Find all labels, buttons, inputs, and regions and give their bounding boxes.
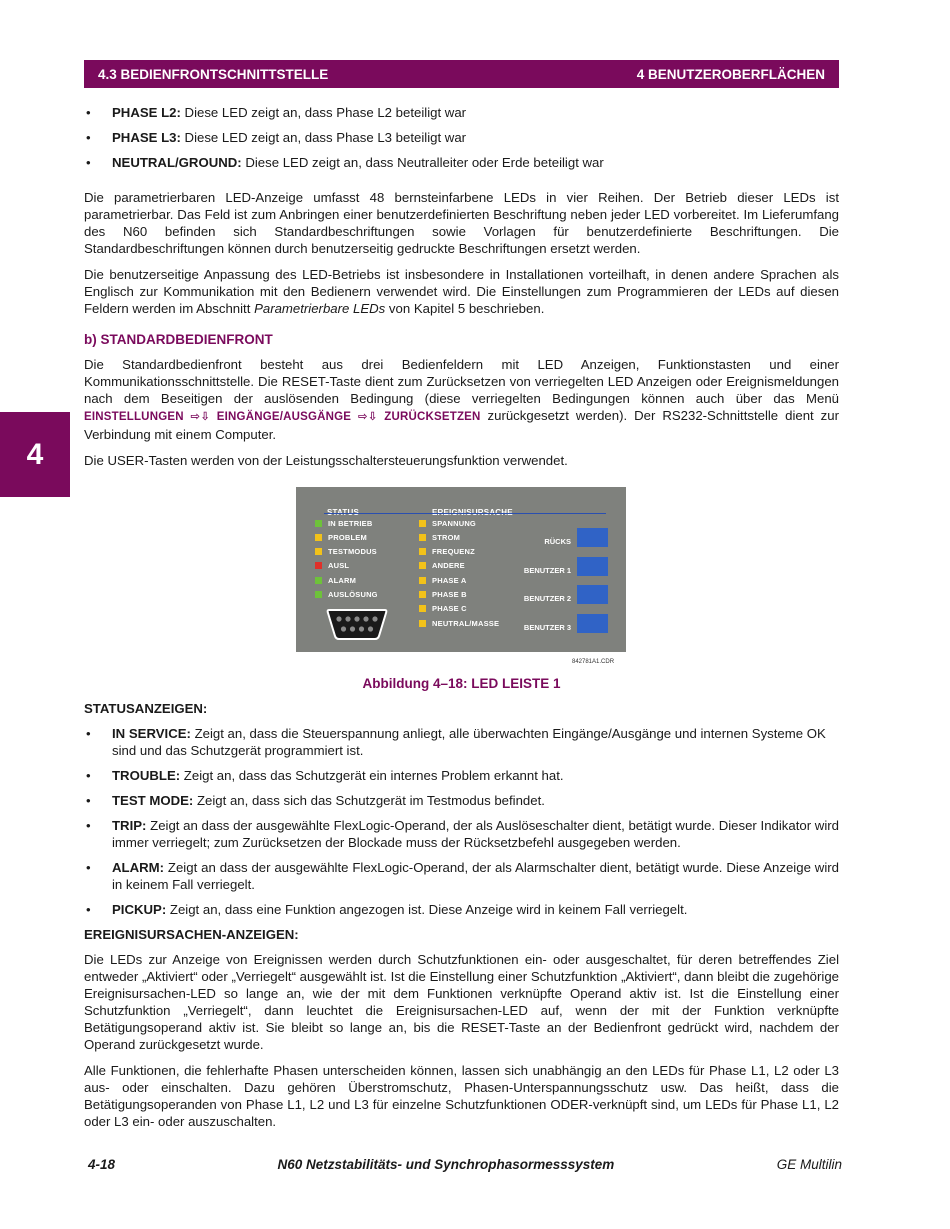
event-led-row bbox=[419, 618, 499, 628]
bullet-neutral-ground bbox=[84, 154, 839, 171]
led-indicator-icon bbox=[419, 620, 426, 627]
led-label: AUSL bbox=[328, 561, 350, 571]
led-label: IN BETRIEB bbox=[328, 518, 373, 528]
paragraph-led-description: Die parametrierbaren LED-Anzeige umfasst 48 bernsteinfarbene LEDs in vier Reihen. Der Betrieb dieser LEDs ist parametrierbar. Das Feld ist zum Anbringen einer benutzerdefinierten Beschriftung neben jeder LED vorbereitet. Im Lieferumfang des N60 befinden sich Standardbeschriftungen sowie Vorlagen für benutzerdefinierte Beschriftungen. Die Standardbeschriftungen können durch benutzerseitig gedruckte Beschriftungen ersetzt werden. bbox=[84, 190, 839, 256]
led-label: SPANNUNG bbox=[432, 518, 476, 528]
paragraph-standard-front bbox=[84, 356, 839, 443]
text-run: von Kapitel 5 beschrieben. bbox=[385, 301, 545, 316]
text-run: zurückgesetzt werden). Der RS232-Schnittstelle dient zur Verbindung mit einem Computer. bbox=[84, 408, 839, 442]
bullet-term: TRIP: bbox=[112, 818, 147, 833]
status-indicators-heading: STATUSANZEIGEN: bbox=[84, 701, 208, 716]
figure-caption: Abbildung 4–18: LED LEISTE 1 bbox=[362, 676, 561, 691]
section-heading-standard-front: b) STANDARDBEDIENFRONT bbox=[84, 332, 273, 347]
led-label: TESTMODUS bbox=[328, 547, 377, 557]
event-indicators-heading: EREIGNISURSACHEN-ANZEIGEN: bbox=[84, 927, 299, 942]
led-indicator-icon bbox=[315, 591, 322, 598]
status-led-row bbox=[315, 575, 356, 585]
section-reference: Parametrierbare LEDs bbox=[254, 301, 386, 316]
led-indicator-icon bbox=[419, 591, 426, 598]
chapter-tab bbox=[0, 412, 70, 497]
page-footer bbox=[88, 1157, 842, 1172]
status-led-row bbox=[315, 590, 378, 600]
page-content bbox=[84, 104, 839, 1139]
function-key-button bbox=[577, 614, 608, 633]
key-label: BENUTZER 3 bbox=[523, 622, 571, 632]
status-led-row bbox=[315, 561, 349, 571]
led-indicator-icon bbox=[315, 520, 322, 527]
bullet-phase-l2 bbox=[84, 104, 839, 121]
led-indicator-icon bbox=[419, 577, 426, 584]
bullet-text: Zeigt an dass der ausgewählte FlexLogic-Operand, der als Alarmschalter dient, betätigt wurde. Diese Anzeige wird in keinem Fall verriegelt. bbox=[112, 860, 839, 892]
paragraph-user-keys: Die USER-Tasten werden von der Leistungsschaltersteuerungsfunktion verwendet. bbox=[84, 453, 568, 468]
bullet-pickup bbox=[84, 901, 839, 918]
led-label: STROM bbox=[432, 532, 461, 542]
bullet-text: Zeigt an, dass sich das Schutzgerät im Testmodus befindet. bbox=[193, 793, 545, 808]
page-number: 4-18 bbox=[88, 1157, 116, 1172]
led-indicator-icon bbox=[419, 534, 426, 541]
company-name: GE Multilin bbox=[776, 1157, 842, 1172]
event-led-row bbox=[419, 575, 466, 585]
bullet-term: PHASE L2: bbox=[112, 105, 181, 120]
bullet-term: IN SERVICE: bbox=[112, 726, 191, 741]
event-led-row bbox=[419, 547, 475, 557]
bullet-text: Zeigt an, dass die Steuerspannung anliegt, alle überwachten Eingänge/Ausgänge und internen Systeme OK sind und das Schutzgerät programmiert ist. bbox=[112, 726, 826, 758]
paragraph-phase-leds: Alle Funktionen, die fehlerhafte Phasen unterscheiden können, lassen sich unabhängig an den LEDs für Phase L1, L2 oder L3 aus- oder einschalten. Dazu gehören Überstromschutz, Phasen-Unterspannungsschutz usw. Das heißt, dass die Betätigungsoperanden von Phase L1, L2 und L3 für einzelne Schutzfunktionen ODER-verknüpft sind, um LEDs für Phase L1, L2 oder L3 ein- oder auszuschalten. bbox=[84, 1063, 839, 1129]
bullet-text: Zeigt an, dass eine Funktion angezogen ist. Diese Anzeige wird in keinem Fall verriegelt. bbox=[166, 902, 688, 917]
status-led-row bbox=[315, 532, 367, 542]
led-label: FREQUENZ bbox=[432, 547, 475, 557]
bullet-text: Diese LED zeigt an, dass Phase L2 beteiligt war bbox=[180, 105, 467, 120]
led-indicator-icon bbox=[419, 548, 426, 555]
led-panel-graphic bbox=[296, 487, 626, 652]
header-chapter-label: 4 BENUTZEROBERFLÄCHEN bbox=[636, 66, 825, 82]
led-indicator-icon bbox=[315, 577, 322, 584]
event-led-row bbox=[419, 561, 465, 571]
bullet-term: TEST MODE: bbox=[112, 793, 194, 808]
led-indicator-icon bbox=[419, 520, 426, 527]
paragraph-event-leds: Die LEDs zur Anzeige von Ereignissen werden durch Schutzfunktionen ein- oder ausgeschaltet, für deren betreffendes Ziel entweder „Aktiviert“ oder „Verriegelt“ ausgewählt ist. Ist die Einstellung einer Schutzfunktion „Aktiviert“, dann bleibt die zugehörige Ereignisursachen-LED so lange an, wie der mit dem Funktionen verknüpfte Operand aktiv ist. Ist die Einstellung einer Schutzfunktion „Verriegelt“, dann leuchtet die Ereignisursachen-LED auf, wenn der mit der Funktion verknüpfte Betätigungsoperand aktiv ist. Sie bleibt so lange an, bis die RESET-Taste an der Bedienfront gedrückt wird, nachdem der Operand zurückgesetzt wurde. bbox=[84, 952, 839, 1052]
bullet-term: ALARM: bbox=[112, 860, 165, 875]
text-run: Die Standardbedienfront besteht aus drei Bedienfeldern mit LED Anzeigen, Funktionstasten und einer Kommunikationsschnittstelle. Die RESET-Taste dient zum Zurücksetzen von verriegelten LED Anzeigen oder Ereignismeldungen nach dem Beseitigen der auslösenden Bedingung (diese verriegelten Bedingungen können auch über das Menü bbox=[84, 357, 839, 406]
document-title: N60 Netzstabilitäts- und Synchrophasormesssystem bbox=[277, 1157, 615, 1172]
bullet-in-service bbox=[84, 725, 839, 759]
figure-file-code: 842781A1.CDR bbox=[572, 659, 615, 665]
bullet-trouble bbox=[84, 767, 839, 784]
led-indicator-icon bbox=[315, 562, 322, 569]
event-led-row bbox=[419, 604, 467, 614]
led-label: ANDERE bbox=[432, 561, 465, 571]
bullet-text: Diese LED zeigt an, dass Phase L3 beteiligt war bbox=[180, 130, 467, 145]
led-label: PROBLEM bbox=[328, 532, 367, 542]
key-label: BENUTZER 1 bbox=[523, 565, 571, 575]
paragraph-led-customization bbox=[84, 266, 839, 317]
led-indicator-icon bbox=[419, 562, 426, 569]
bullet-text: Diese LED zeigt an, dass Neutralleiter oder Erde beteiligt war bbox=[241, 155, 604, 170]
bullet-phase-l3 bbox=[84, 129, 839, 146]
bullet-alarm bbox=[84, 859, 839, 893]
event-led-row bbox=[419, 518, 476, 528]
led-label: PHASE A bbox=[432, 575, 467, 585]
figure-led-panel bbox=[84, 487, 839, 675]
status-led-row bbox=[315, 547, 377, 557]
serial-port-icon bbox=[326, 607, 388, 641]
led-indicator-icon bbox=[419, 605, 426, 612]
text-run: Die benutzerseitige Anpassung des LED-Betriebs ist insbesondere in Installationen vorteilhaft, in denen andere Sprachen als Englisch zur Kommunikation mit den Bedienern verwendet wird. Die Einstellungen zum Programmieren der LEDs auf diesen Feldern werden im Abschnitt bbox=[84, 267, 839, 316]
led-label: AUSLÖSUNG bbox=[328, 590, 378, 599]
key-label: RÜCKS bbox=[544, 537, 571, 546]
bullet-term: TROUBLE: bbox=[112, 768, 181, 783]
header-section-label: 4.3 BEDIENFRONTSCHNITTSTELLE bbox=[98, 66, 329, 82]
status-led-row bbox=[315, 518, 373, 528]
bullet-term: PHASE L3: bbox=[112, 130, 181, 145]
led-label: PHASE B bbox=[432, 590, 467, 599]
bullet-term: PICKUP: bbox=[112, 902, 167, 917]
bullet-text: Zeigt an dass der ausgewählte FlexLogic-Operand, der als Auslöseschalter dient, betätigt wurde. Dieser Indikator wird immer verriegelt; zum Zurücksetzen der Blockade muss der Rücksetzbefehl ausgegeben werden. bbox=[112, 818, 839, 850]
section-header-bar bbox=[84, 60, 839, 88]
bullet-term: NEUTRAL/GROUND: bbox=[112, 155, 242, 170]
chapter-number: 4 bbox=[26, 437, 44, 471]
key-label: BENUTZER 2 bbox=[523, 594, 571, 603]
event-led-row bbox=[419, 590, 467, 600]
bullet-text: Zeigt an, dass das Schutzgerät ein internes Problem erkannt hat. bbox=[180, 768, 564, 783]
bullet-test-mode bbox=[84, 792, 839, 809]
function-key-button bbox=[577, 528, 608, 547]
bullet-trip bbox=[84, 817, 839, 851]
menu-path: EINSTELLUNGEN ⇨⇩ EINGÄNGE/AUSGÄNGE ⇨⇩ ZURÜCKSETZEN bbox=[84, 411, 481, 423]
led-label: ALARM bbox=[328, 575, 357, 585]
event-led-row bbox=[419, 532, 460, 542]
led-indicator-icon bbox=[315, 534, 322, 541]
led-label: PHASE C bbox=[432, 604, 467, 614]
function-key-button bbox=[577, 557, 608, 576]
function-key-button bbox=[577, 585, 608, 604]
led-label: NEUTRAL/MASSE bbox=[432, 618, 500, 628]
led-indicator-icon bbox=[315, 548, 322, 555]
